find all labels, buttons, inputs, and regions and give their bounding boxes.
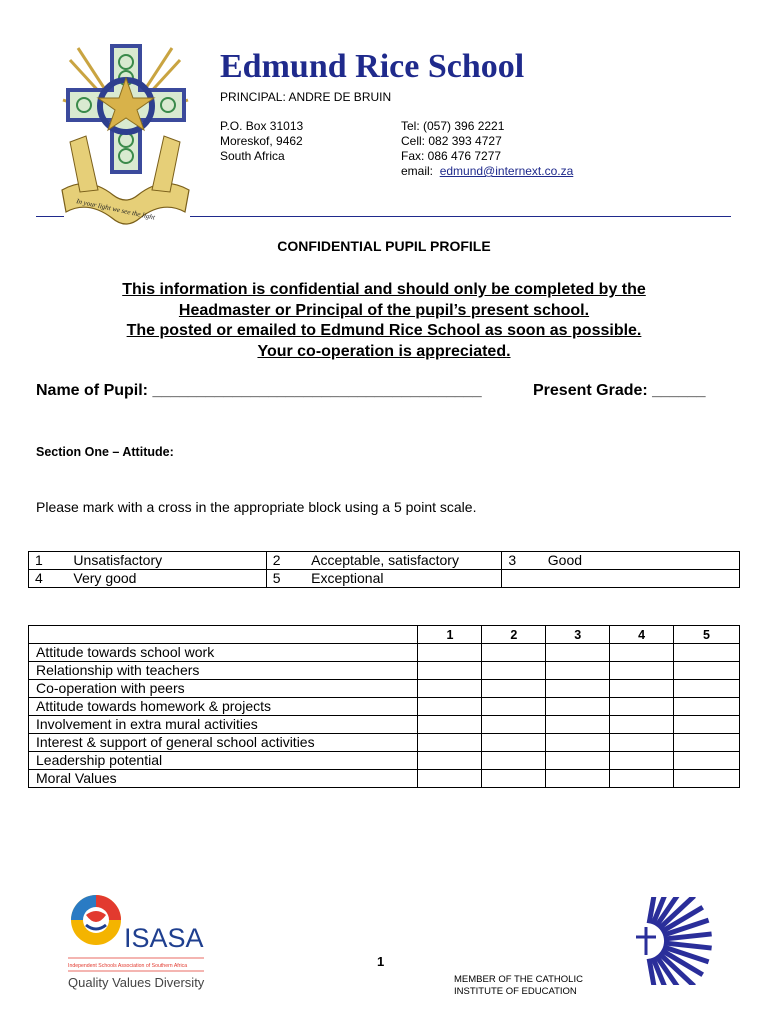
rating-column-header: 2 [482, 626, 546, 644]
criteria-header [29, 626, 418, 644]
notice-line: This information is confidential and should only be completed by the [122, 281, 646, 298]
scale-number: 2 [266, 552, 311, 570]
rating-cell[interactable] [482, 734, 546, 752]
rating-cell[interactable] [418, 644, 482, 662]
address-line: South Africa [220, 149, 285, 163]
criteria-row [29, 752, 740, 770]
rating-cell[interactable] [482, 770, 546, 788]
cellphone: Cell: 082 393 4727 [401, 134, 502, 148]
present-grade-field[interactable]: Present Grade: ______ [533, 382, 706, 399]
header-divider-left [36, 216, 64, 217]
criteria-row [29, 716, 740, 734]
section-title: Section One – Attitude: [36, 445, 174, 459]
rating-cell[interactable] [674, 680, 740, 698]
rating-cell[interactable] [546, 644, 610, 662]
scale-number: 4 [29, 570, 74, 588]
scale-label: Unsatisfactory [73, 552, 266, 570]
email-link[interactable]: edmund@internext.co.za [439, 164, 574, 178]
rating-cell[interactable] [674, 662, 740, 680]
rating-cell[interactable] [610, 698, 674, 716]
rating-cell[interactable] [546, 680, 610, 698]
postal-address [220, 119, 303, 164]
rating-cell[interactable] [674, 644, 740, 662]
rating-cell[interactable] [546, 770, 610, 788]
pupil-name-field[interactable]: Name of Pupil: _____________________________________ [36, 382, 482, 399]
svg-text:In your light we see the light: In your light we see the light [75, 197, 156, 222]
criteria-label: Involvement in extra mural activities [29, 716, 418, 734]
svg-text:Independent Schools Associatio: Independent Schools Association of Southern Africa [68, 963, 188, 969]
criteria-label: Leadership potential [29, 752, 418, 770]
rating-cell[interactable] [418, 716, 482, 734]
rating-cell[interactable] [610, 644, 674, 662]
rating-cell[interactable] [610, 734, 674, 752]
rating-cell[interactable] [546, 752, 610, 770]
rating-cell[interactable] [418, 770, 482, 788]
rating-column-header: 5 [674, 626, 740, 644]
rating-cell[interactable] [610, 680, 674, 698]
instruction-text: Please mark with a cross in the appropriate block using a 5 point scale. [36, 499, 477, 515]
telephone: Tel: (057) 396 2221 [401, 119, 505, 133]
scale-label: Very good [73, 570, 266, 588]
criteria-label: Relationship with teachers [29, 662, 418, 680]
fax: Fax: 086 476 7277 [401, 149, 502, 163]
rating-cell[interactable] [674, 752, 740, 770]
school-name: Edmund Rice School [220, 48, 525, 85]
rating-cell[interactable] [546, 734, 610, 752]
isasa-logo [64, 889, 234, 994]
rating-column-header: 4 [610, 626, 674, 644]
rating-cell[interactable] [482, 680, 546, 698]
contact-details [401, 119, 573, 179]
rating-column-header: 1 [418, 626, 482, 644]
page-number: 1 [377, 954, 385, 969]
rating-cell[interactable] [482, 716, 546, 734]
email-label: email: [401, 164, 440, 178]
notice-line: The posted or emailed to Edmund Rice School as soon as possible. [126, 322, 642, 339]
rating-cell[interactable] [610, 770, 674, 788]
member-line: MEMBER OF THE CATHOLIC [454, 974, 583, 985]
form-title: CONFIDENTIAL PUPIL PROFILE [277, 238, 491, 254]
principal-name: PRINCIPAL: ANDRE DE BRUIN [220, 90, 392, 104]
svg-text:Quality Values Diversity: Quality Values Diversity [68, 975, 205, 990]
rating-cell[interactable] [610, 716, 674, 734]
criteria-row [29, 770, 740, 788]
rating-column-header: 3 [546, 626, 610, 644]
rating-cell[interactable] [418, 698, 482, 716]
rating-cell[interactable] [674, 734, 740, 752]
school-crest-logo [58, 40, 193, 232]
criteria-label: Co-operation with peers [29, 680, 418, 698]
svg-text:ISASA: ISASA [124, 923, 204, 953]
notice-line: Headmaster or Principal of the pupil’s present school. [178, 301, 590, 319]
attitude-rating-table [28, 625, 740, 788]
scale-number: 1 [29, 552, 74, 570]
criteria-row [29, 698, 740, 716]
rating-cell[interactable] [418, 734, 482, 752]
membership-statement [454, 974, 583, 998]
email-row [401, 164, 573, 179]
member-line: INSTITUTE OF EDUCATION [454, 986, 577, 997]
rating-cell[interactable] [482, 644, 546, 662]
rating-cell[interactable] [674, 770, 740, 788]
rating-cell[interactable] [418, 752, 482, 770]
rating-cell[interactable] [610, 662, 674, 680]
catholic-institute-logo [624, 897, 720, 985]
criteria-label: Attitude towards school work [29, 644, 418, 662]
rating-scale-legend [28, 551, 740, 588]
scale-label: Exceptional [311, 570, 502, 588]
rating-cell[interactable] [482, 752, 546, 770]
criteria-row [29, 680, 740, 698]
scale-number: 3 [502, 552, 548, 570]
scale-label: Good [548, 552, 740, 570]
rating-cell[interactable] [418, 662, 482, 680]
rating-cell[interactable] [546, 662, 610, 680]
rating-cell[interactable] [546, 698, 610, 716]
rating-cell[interactable] [674, 698, 740, 716]
criteria-row [29, 662, 740, 680]
criteria-row [29, 644, 740, 662]
notice-line: Your co-operation is appreciated. [257, 342, 511, 360]
rating-cell[interactable] [482, 662, 546, 680]
rating-cell[interactable] [418, 680, 482, 698]
header-divider [190, 216, 731, 217]
scale-empty-cell [502, 570, 740, 588]
confidentiality-notice [0, 280, 768, 362]
address-line: Moreskof, 9462 [220, 134, 303, 148]
criteria-label: Attitude towards homework & projects [29, 698, 418, 716]
address-line: P.O. Box 31013 [220, 119, 304, 133]
criteria-label: Interest & support of general school activities [29, 734, 418, 752]
rating-cell[interactable] [674, 716, 740, 734]
scale-number: 5 [266, 570, 311, 588]
criteria-label: Moral Values [29, 770, 418, 788]
rating-cell[interactable] [546, 716, 610, 734]
criteria-row [29, 734, 740, 752]
rating-cell[interactable] [610, 752, 674, 770]
scale-label: Acceptable, satisfactory [311, 552, 502, 570]
rating-cell[interactable] [482, 698, 546, 716]
